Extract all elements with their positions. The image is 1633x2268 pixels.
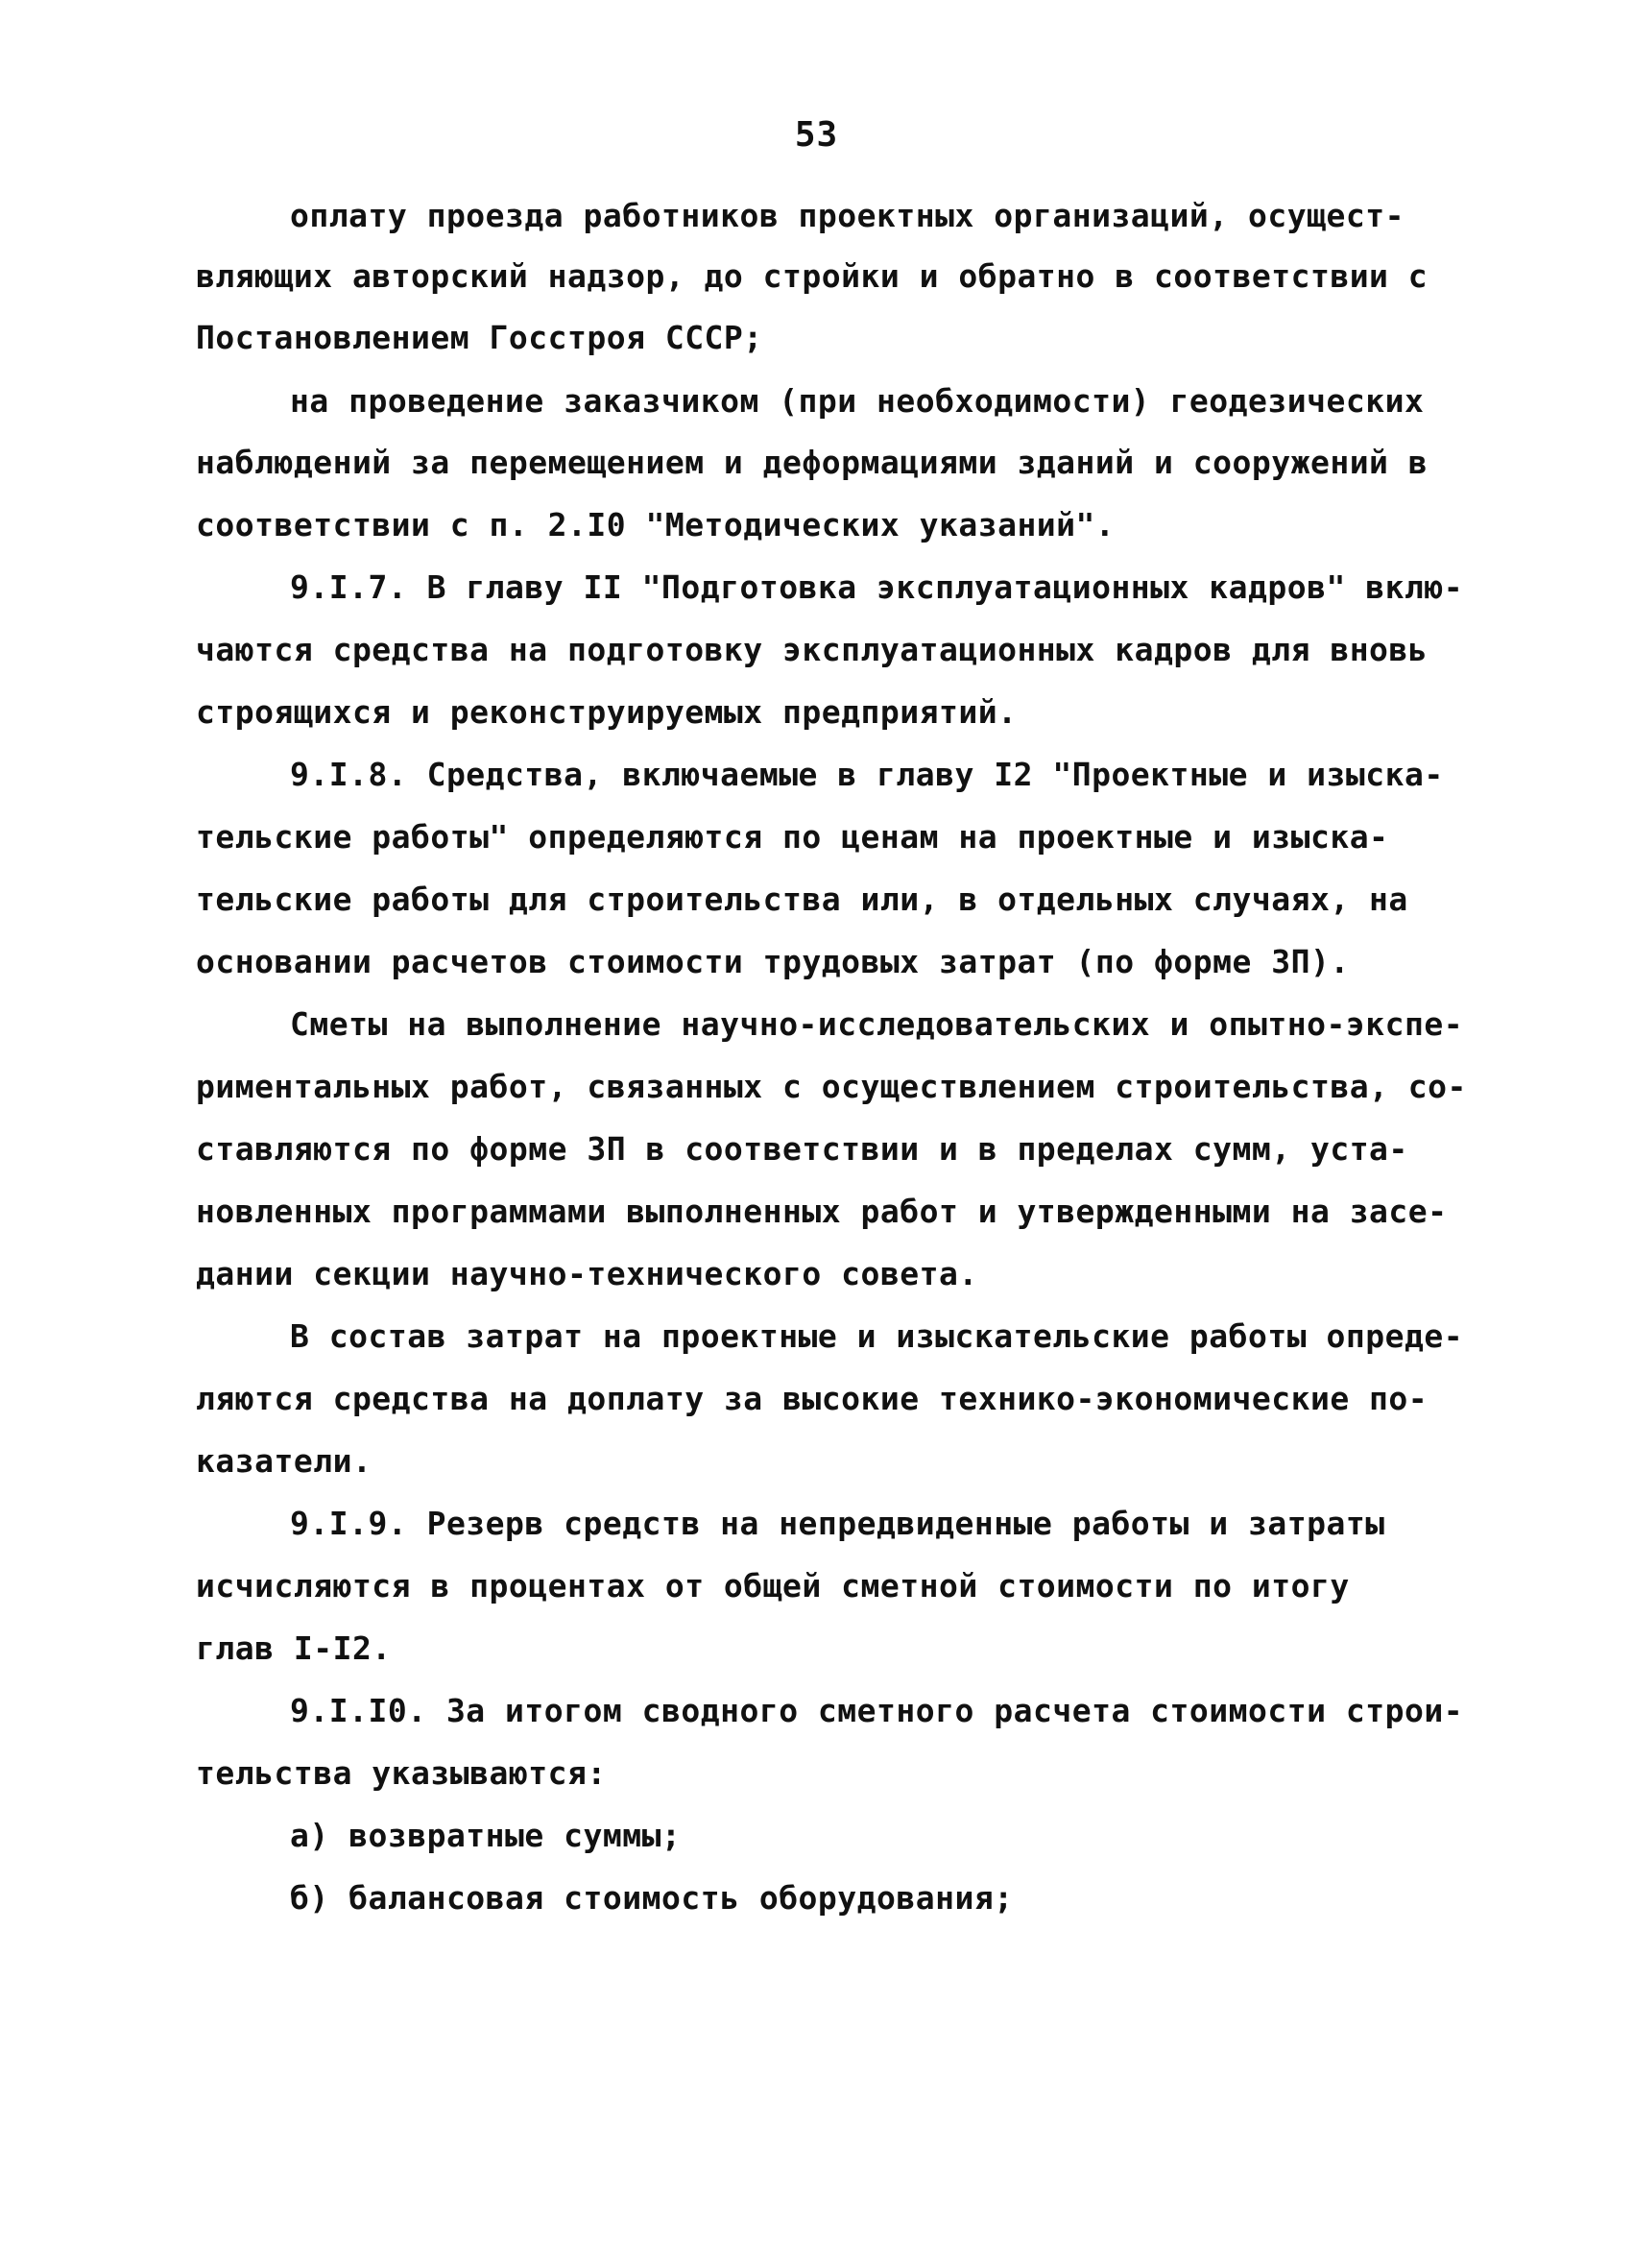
text-line: вляющих авторский надзор, до стройки и обратно в соответствии с <box>196 257 1429 295</box>
text-line: риментальных работ, связанных с осуществлением строительства, со- <box>196 1068 1467 1105</box>
text-line: строящихся и реконструируемых предприятий. <box>196 693 1018 731</box>
text-line: основании расчетов стоимости трудовых затрат (по форме 3П). <box>196 943 1350 980</box>
text-line: новленных программами выполненных работ и утвержденными на засе- <box>196 1193 1448 1230</box>
text-line: 9.I.7. В главу II "Подготовка эксплуатационных кадров" вклю- <box>290 568 1464 606</box>
text-line: тельские работы для строительства или, в отдельных случаях, на <box>196 881 1408 918</box>
list-item: а) возвратные суммы; <box>290 1817 682 1854</box>
text-line: В состав затрат на проектные и изыскательские работы опреде- <box>290 1317 1464 1355</box>
text-line: тельские работы" определяются по ценам на проектные и изыска- <box>196 818 1389 856</box>
text-line: ставляются по форме 3П в соответствии и в пределах сумм, уста- <box>196 1130 1408 1168</box>
page-number: 53 <box>794 115 839 155</box>
text-line: казатели. <box>196 1442 372 1480</box>
text-line: на проведение заказчиком (при необходимости) геодезических <box>290 382 1425 420</box>
text-line: 9.I.8. Средства, включаемые в главу I2 "Проектные и изыска- <box>290 756 1444 793</box>
text-line: соответствии с п. 2.I0 "Методических указаний". <box>196 506 1116 543</box>
text-line: чаются средства на подготовку эксплуатационных кадров для вновь <box>196 631 1429 668</box>
text-line: Сметы на выполнение научно-исследовательских и опытно-экспе- <box>290 1005 1464 1043</box>
text-line: наблюдений за перемещением и деформациями зданий и сооружений в <box>196 444 1429 481</box>
text-line: глав I-I2. <box>196 1629 392 1667</box>
text-line: ляются средства на доплату за высокие технико-экономические по- <box>196 1380 1429 1417</box>
text-line: тельства указываются: <box>196 1754 607 1792</box>
text-line: дании секции научно-технического совета. <box>196 1255 978 1292</box>
text-line: 9.I.I0. За итогом сводного сметного расчета стоимости строи- <box>290 1692 1464 1729</box>
text-line: 9.I.9. Резерв средств на непредвиденные работы и затраты <box>290 1505 1385 1542</box>
list-item: б) балансовая стоимость оборудования; <box>290 1879 1014 1917</box>
text-line: Постановлением Госстроя СССР; <box>196 319 763 356</box>
text-line: оплату проезда работников проектных организаций, осущест- <box>290 197 1405 234</box>
text-line: исчисляются в процентах от общей сметной стоимости по итогу <box>196 1567 1350 1604</box>
